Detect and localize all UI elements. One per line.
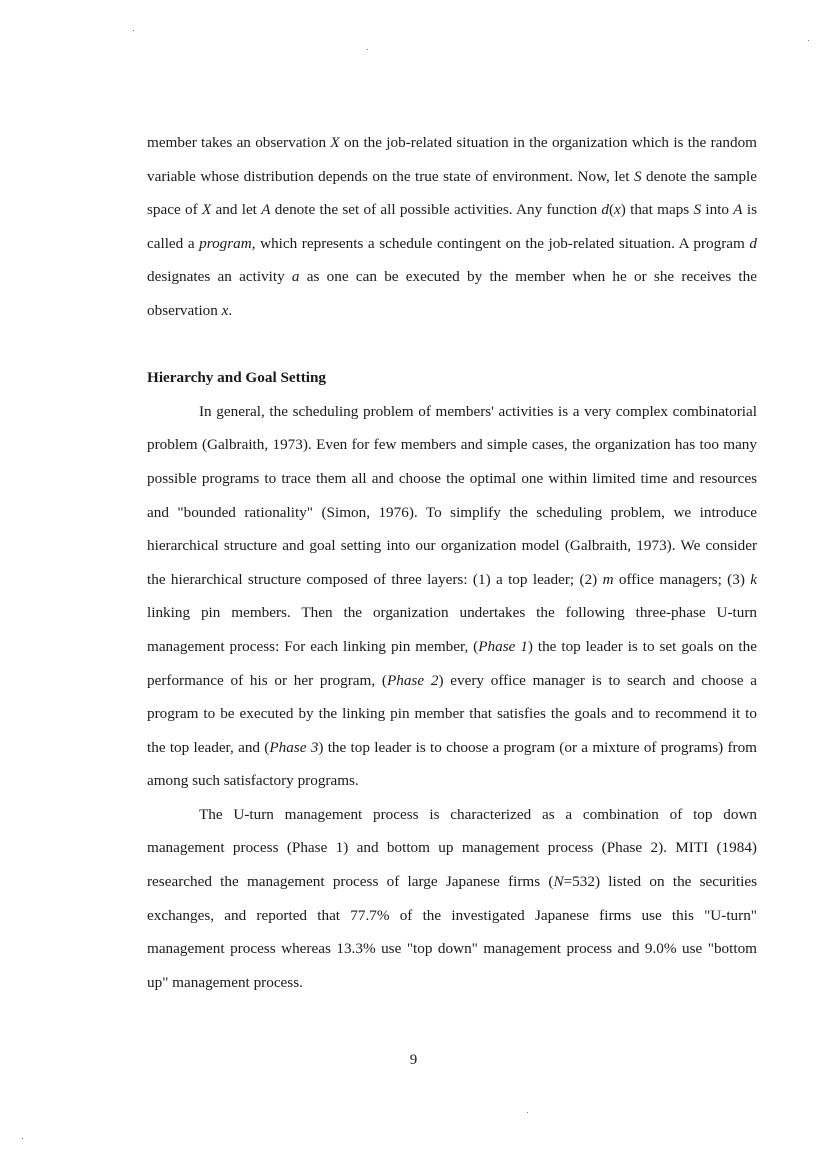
- italic-term: S: [633, 167, 642, 185]
- italic-term: A: [261, 201, 271, 219]
- italic-term: Phase 1: [478, 637, 528, 655]
- italic-term: Phase 2: [386, 671, 439, 689]
- italic-term: X: [330, 134, 340, 151]
- scan-speck: [133, 30, 134, 31]
- italic-term: x: [614, 201, 621, 219]
- italic-term: S: [693, 201, 702, 219]
- italic-term: k: [750, 570, 757, 588]
- paragraph-3: The U-turn management process is characterized as a combination of top down management process (Phase 1) and bottom up management process (Phase 2). MITI (1984) researched the management process of large Japanese firms (N=532) listed on the securities exchanges, and reported that 77.7% of the investigated Japanese firms use this "U-turn" management process whereas 13.3% use "top down" management process and 9.0% use "bottom up" management process.: [147, 805, 758, 991]
- italic-term: X: [201, 201, 212, 219]
- italic-term: A: [733, 201, 743, 219]
- paragraph-1: member takes an observation X on the job-related situation in the organization which is the random variable whose distribution depends on the true state of environment. Now, let S denote the sample space of X and let A denote the set of all possible activities. Any function d(x) that maps S into A is called a program, which represents a schedule contingent on the job-related situation. A program d designates an activity a as one can be executed by the member when he or she receives the observation x.: [147, 134, 757, 319]
- scan-speck: [22, 1138, 23, 1139]
- scan-speck: [808, 40, 809, 41]
- paragraph-2: In general, the scheduling problem of members' activities is a very complex combinatorial problem (Galbraith, 1973). Even for few members and simple cases, the organization has too many possible programs to trace them all and choose the optimal one within limited time and resources and "bounded rationality" (Simon, 1976). To simplify the scheduling problem, we introduce hierarchical structure and goal setting into our organization model (Galbraith, 1973). We consider the hierarchical structure composed of three layers: (1) a top leader; (2) m office managers; (3) k linking pin members. Then the organization undertakes the following three-phase U-turn management process: For each linking pin member, (Phase 1) the top leader is to set goals on the performance of his or her program, (Phase 2) every office manager is to search and choose a program to be executed by the linking pin member that satisfies the goals and to recommend it to the top leader, and (Phase 3) the top leader is to choose a program (or a mixture of programs) from among such satisfactory programs.: [147, 402, 757, 790]
- italic-term: Phase 3: [269, 738, 319, 756]
- body-text: [147, 126, 757, 999]
- italic-term: program: [199, 234, 252, 252]
- italic-term: a: [291, 268, 300, 286]
- italic-term: d: [749, 234, 757, 252]
- section-heading: Hierarchy and Goal Setting: [147, 369, 327, 387]
- italic-term: x: [221, 301, 229, 319]
- italic-term: d: [601, 201, 609, 219]
- section-gap: [147, 328, 757, 362]
- italic-term: m: [602, 570, 614, 588]
- scan-speck: [527, 1112, 528, 1113]
- scan-speck: [367, 49, 368, 50]
- italic-term: N: [553, 873, 564, 891]
- page-number: 9: [409, 1052, 418, 1068]
